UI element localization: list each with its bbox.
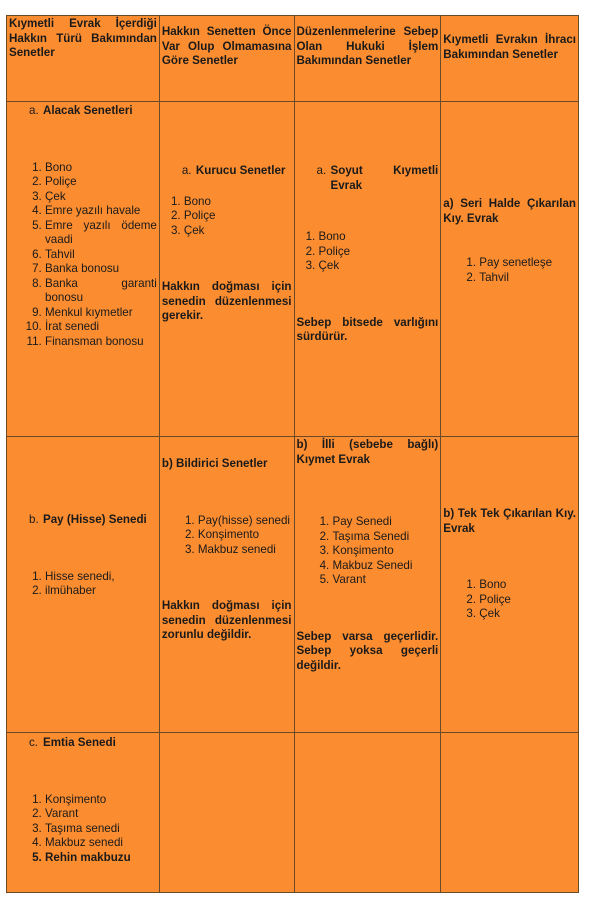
list-item: 5. Rehin makbuzu bbox=[45, 851, 157, 866]
section-letter: a. bbox=[181, 164, 192, 177]
cell-note: Hakkın doğması için senedin düzenlenmesi zorunlu değildir. bbox=[161, 599, 292, 641]
table-row bbox=[7, 102, 579, 437]
list-item: 2. Tahvil bbox=[479, 271, 576, 286]
cell-serial-securities bbox=[441, 102, 579, 437]
list-item: 1. Bono bbox=[184, 195, 292, 210]
section-letter: a. bbox=[316, 164, 327, 177]
cell-declarative-notes bbox=[159, 437, 294, 733]
list-item: 3. Taşıma senedi bbox=[45, 822, 157, 837]
section-title: Soyut Kıymetli Evrak bbox=[330, 164, 439, 192]
list-item: 11. Finansman bonosu bbox=[45, 335, 157, 350]
list-item: 8. Banka garanti bonosu bbox=[45, 277, 157, 306]
empty-cell bbox=[159, 733, 294, 893]
cell-abstract-securities bbox=[294, 102, 441, 437]
section-letter: c. bbox=[29, 736, 39, 749]
empty-cell bbox=[294, 733, 441, 893]
cell-share-certificate bbox=[7, 437, 160, 733]
section-title: a) Seri Halde Çıkarılan Kıy. Evrak bbox=[443, 197, 576, 225]
list-item: 1. Pay Senedi bbox=[333, 515, 439, 530]
header-cell-legal-transaction bbox=[294, 16, 441, 102]
item-list bbox=[297, 230, 439, 274]
section-title: Alacak Senetleri bbox=[43, 104, 133, 117]
list-item: 1. Konşimento bbox=[45, 793, 157, 808]
section-heading bbox=[9, 513, 157, 528]
list-item: 3. Çek bbox=[479, 607, 576, 622]
cell-note: Hakkın doğması için senedin düzenlenmesi gerekir. bbox=[161, 280, 292, 322]
securities-classification-table bbox=[6, 15, 579, 893]
section-heading bbox=[162, 164, 292, 179]
item-list bbox=[297, 515, 439, 588]
item-list bbox=[443, 256, 576, 285]
list-item: 6. Tahvil bbox=[45, 248, 157, 263]
item-list bbox=[9, 793, 157, 866]
table-row bbox=[7, 437, 579, 733]
list-item: 1. Hisse senedi, bbox=[45, 570, 157, 585]
section-title: Pay (Hisse) Senedi bbox=[43, 513, 147, 526]
item-list bbox=[162, 514, 292, 558]
list-item: 10. İrat senedi bbox=[45, 320, 157, 335]
list-item: 1. Pay senetleşe bbox=[479, 256, 576, 271]
section-title: Kurucu Senetler bbox=[195, 164, 286, 177]
list-item: 4. Makbuz senedi bbox=[45, 836, 157, 851]
header-text: Kıymetli Evrakın İhracı Bakımından Senetler bbox=[443, 33, 576, 61]
list-item: 4. Makbuz Senedi bbox=[333, 559, 439, 574]
list-item: 2. ilmühaber bbox=[45, 584, 157, 599]
list-item: 7. Banka bonosu bbox=[45, 262, 157, 277]
section-heading bbox=[9, 104, 157, 119]
list-item: 4. Emre yazılı havale bbox=[45, 204, 157, 219]
list-item: 2. Taşıma Senedi bbox=[333, 530, 439, 545]
list-item: 1. Pay(hisse) senedi bbox=[198, 514, 292, 529]
list-item: 2. Konşimento bbox=[198, 528, 292, 543]
cell-receivable-notes bbox=[7, 102, 160, 437]
section-letter: b. bbox=[29, 513, 39, 526]
header-text: Hakkın Senetten Önce Var Olup Olmamasına Göre Senetler bbox=[161, 25, 292, 67]
list-item: 5. Varant bbox=[333, 573, 439, 588]
list-item: 2. Poliçe bbox=[184, 209, 292, 224]
cell-note: Sebep bitsede varlığını sürdürür. bbox=[296, 315, 439, 343]
section-title: b) İlli (sebebe bağlı) Kıymet Evrak bbox=[296, 438, 439, 466]
cell-note: Sebep varsa geçerlidir. Sebep yoksa geçerli değildir. bbox=[296, 629, 439, 672]
cell-individual-securities bbox=[441, 437, 579, 733]
list-item: 3. Çek bbox=[184, 224, 292, 239]
item-list bbox=[9, 570, 157, 599]
section-heading bbox=[297, 164, 439, 193]
cell-commodity-notes bbox=[7, 733, 160, 893]
item-list bbox=[162, 195, 292, 239]
list-item: 2. Poliçe bbox=[479, 593, 576, 608]
table-header-row bbox=[7, 16, 579, 102]
list-item: 5. Emre yazılı ödeme vaadi bbox=[45, 219, 157, 248]
section-title: b) Tek Tek Çıkarılan Kıy. Evrak bbox=[443, 507, 576, 535]
list-item: 2. Varant bbox=[45, 807, 157, 822]
header-cell-right-type bbox=[7, 16, 160, 102]
item-list bbox=[9, 161, 157, 350]
header-cell-right-existence bbox=[159, 16, 294, 102]
section-heading bbox=[9, 736, 157, 751]
header-text: Düzenlenmelerine Sebep Olan Hukuki İşlem Bakımından Senetler bbox=[296, 25, 439, 67]
list-item: 2. Poliçe bbox=[45, 175, 157, 190]
header-text: Kıymetli Evrak İçerdiği Hakkın Türü Bakımından Senetler bbox=[9, 17, 157, 59]
cell-constitutive-notes bbox=[159, 102, 294, 437]
list-item: 2. Poliçe bbox=[319, 245, 439, 260]
cell-causal-securities bbox=[294, 437, 441, 733]
list-item: 3. Çek bbox=[319, 259, 439, 274]
section-title: b) Bildirici Senetler bbox=[161, 457, 268, 470]
list-item: 3. Çek bbox=[45, 190, 157, 205]
header-cell-issuance bbox=[441, 16, 579, 102]
list-item: 1. Bono bbox=[45, 161, 157, 176]
empty-cell bbox=[441, 733, 579, 893]
list-item: 3. Konşimento bbox=[333, 544, 439, 559]
list-item: 1. Bono bbox=[479, 578, 576, 593]
item-list bbox=[443, 578, 576, 622]
table-row bbox=[7, 733, 579, 893]
section-letter: a. bbox=[29, 104, 39, 117]
list-item: 1. Bono bbox=[319, 230, 439, 245]
list-item: 9. Menkul kıymetler bbox=[45, 306, 157, 321]
list-item: 3. Makbuz senedi bbox=[198, 543, 292, 558]
section-title: Emtia Senedi bbox=[43, 736, 116, 749]
